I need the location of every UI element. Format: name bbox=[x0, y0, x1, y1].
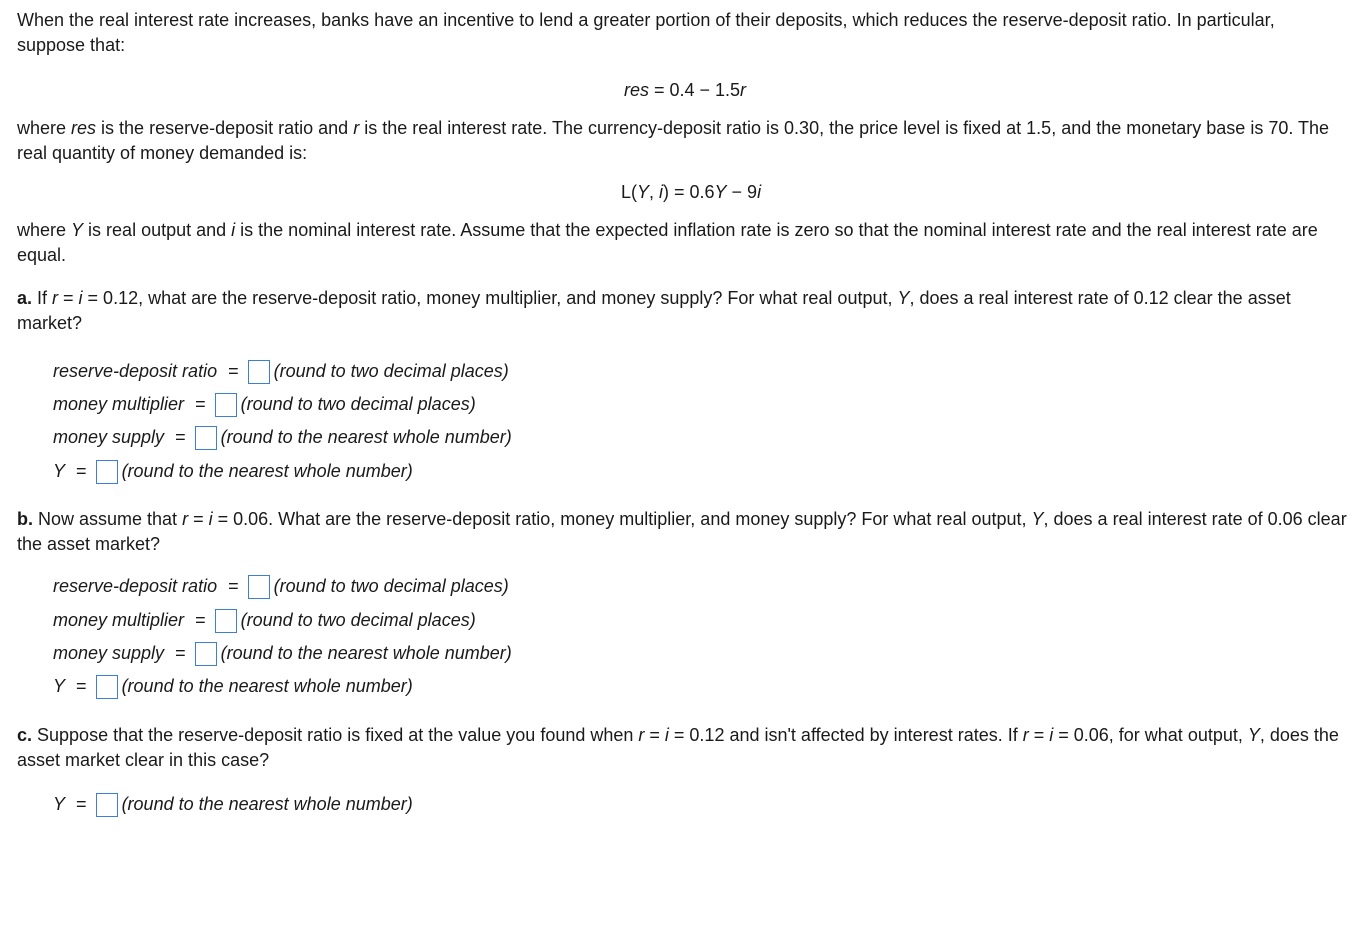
part-a-output-input[interactable] bbox=[96, 460, 118, 484]
rounding-hint: (round to two decimal places) bbox=[240, 394, 476, 414]
part-a-eq: = bbox=[58, 288, 79, 308]
part-a-text-c: , does a real interest rate of 0.12 clear the asset market? bbox=[17, 288, 1291, 333]
part-c-i2: i bbox=[1049, 725, 1054, 745]
money-demand-equation bbox=[17, 180, 1362, 204]
equals-sign: = bbox=[228, 361, 239, 381]
p2-text-a: where bbox=[17, 118, 72, 138]
part-c-r2: r bbox=[1022, 725, 1029, 745]
answer-label: money multiplier bbox=[53, 610, 185, 630]
rounding-hint: (round to the nearest whole number) bbox=[121, 794, 413, 814]
part-a-reserve-ratio-row bbox=[53, 358, 509, 386]
part-c-output-input[interactable] bbox=[96, 793, 118, 817]
eq2-i2: i bbox=[757, 182, 762, 202]
equals-sign: = bbox=[76, 676, 87, 696]
p3-text-a: where bbox=[17, 220, 72, 240]
equals-sign: = bbox=[76, 794, 87, 814]
part-c-question bbox=[17, 723, 1353, 772]
equals-sign: = bbox=[228, 576, 239, 596]
p3-i: i bbox=[231, 220, 236, 240]
part-c-text-b: = 0.12 and isn't affected by interest rates. If bbox=[668, 725, 1023, 745]
part-b-r: r bbox=[182, 509, 189, 529]
part-b-label: b. bbox=[17, 509, 33, 529]
part-b-money-supply-row bbox=[53, 640, 512, 668]
equals-sign: = bbox=[175, 643, 186, 663]
part-c-r: r bbox=[638, 725, 645, 745]
rounding-hint: (round to the nearest whole number) bbox=[121, 676, 413, 696]
part-b-reserve-ratio-input[interactable] bbox=[248, 575, 270, 599]
part-a-text-b: = 0.12, what are the reserve-deposit ratio, money multiplier, and money supply? For what real output, bbox=[82, 288, 898, 308]
part-c-text-a: Suppose that the reserve-deposit ratio is fixed at the value you found when bbox=[32, 725, 639, 745]
answer-label: money supply bbox=[53, 427, 165, 447]
eq2-comma: , bbox=[648, 182, 659, 202]
equals-sign: = bbox=[175, 427, 186, 447]
part-a-output-row bbox=[53, 458, 413, 486]
p3-text-c: is the nominal interest rate. Assume that the expected inflation rate is zero so that the nominal interest rate and the real interest rate are equal. bbox=[17, 220, 1318, 265]
p2-text-b: is the reserve-deposit ratio and bbox=[96, 118, 354, 138]
part-b-Y: Y bbox=[1031, 509, 1044, 529]
part-b-eq: = bbox=[188, 509, 209, 529]
p2-text-c: is the real interest rate. The currency-deposit ratio is 0.30, the price level is fixed at 1.5, and the monetary base is 70. The real quantity of money demanded is: bbox=[17, 118, 1330, 163]
rounding-hint: (round to two decimal places) bbox=[240, 610, 476, 630]
equals-sign: = bbox=[76, 461, 87, 481]
part-b-output-input[interactable] bbox=[96, 675, 118, 699]
part-a-r: r bbox=[52, 288, 59, 308]
eq2-mid: ) = 0.6 bbox=[662, 182, 715, 202]
part-c-Y: Y bbox=[1247, 725, 1260, 745]
intro-text: When the real interest rate increases, banks have an incentive to lend a greater portion of their deposits, which reduces the reserve-deposit ratio. In particular, suppose that: bbox=[17, 10, 1275, 55]
part-b-money-multiplier-input[interactable] bbox=[215, 609, 237, 633]
part-b-money-multiplier-row bbox=[53, 607, 476, 635]
rounding-hint: (round to the nearest whole number) bbox=[220, 643, 512, 663]
part-b-text-c: , does a real interest rate of 0.06 clear the asset market? bbox=[17, 509, 1347, 554]
rounding-hint: (round to the nearest whole number) bbox=[220, 427, 512, 447]
part-c-eq: = bbox=[644, 725, 665, 745]
part-c-i: i bbox=[664, 725, 669, 745]
answer-label: Y bbox=[53, 794, 66, 814]
part-c-text-c: = 0.06, for what output, bbox=[1053, 725, 1248, 745]
part-b-question bbox=[17, 507, 1353, 556]
eq1-r: r bbox=[740, 80, 747, 100]
part-a-question bbox=[17, 286, 1353, 335]
part-a-Y: Y bbox=[897, 288, 910, 308]
answer-label: reserve-deposit ratio bbox=[53, 576, 218, 596]
p2-res: res bbox=[71, 118, 97, 138]
answer-label: money supply bbox=[53, 643, 165, 663]
equals-sign: = bbox=[195, 610, 206, 630]
part-c-eq2: = bbox=[1028, 725, 1050, 745]
part-c-output-row bbox=[53, 791, 413, 819]
rounding-hint: (round to two decimal places) bbox=[273, 361, 509, 381]
eq2-Y: Y bbox=[636, 182, 649, 202]
part-a-money-multiplier-input[interactable] bbox=[215, 393, 237, 417]
p3-Y: Y bbox=[71, 220, 84, 240]
part-b-i: i bbox=[208, 509, 213, 529]
eq2-Y2: Y bbox=[714, 182, 727, 202]
answer-label: money multiplier bbox=[53, 394, 185, 414]
eq2-L: L( bbox=[620, 182, 637, 202]
eq1-res: res bbox=[623, 80, 649, 100]
part-b-text-b: = 0.06. What are the reserve-deposit ratio, money multiplier, and money supply? For what real output, bbox=[212, 509, 1032, 529]
p2-r: r bbox=[353, 118, 360, 138]
part-a-label: a. bbox=[17, 288, 33, 308]
assumption-paragraph bbox=[17, 218, 1357, 267]
part-a-money-supply-row bbox=[53, 424, 512, 452]
equals-sign: = bbox=[195, 394, 206, 414]
part-b-money-supply-input[interactable] bbox=[195, 642, 217, 666]
rounding-hint: (round to two decimal places) bbox=[273, 576, 509, 596]
eq2-i: i bbox=[658, 182, 663, 202]
part-c-label: c. bbox=[17, 725, 33, 745]
part-a-money-multiplier-row bbox=[53, 391, 476, 419]
part-a-money-supply-input[interactable] bbox=[195, 426, 217, 450]
part-b-text-a: Now assume that bbox=[33, 509, 183, 529]
eq1-mid: = 0.4 − 1.5 bbox=[648, 80, 741, 100]
rounding-hint: (round to the nearest whole number) bbox=[121, 461, 413, 481]
answer-label: Y bbox=[53, 676, 66, 696]
p3-text-b: is real output and bbox=[83, 220, 232, 240]
part-a-reserve-ratio-input[interactable] bbox=[248, 360, 270, 384]
answer-label: reserve-deposit ratio bbox=[53, 361, 218, 381]
part-b-reserve-ratio-row bbox=[53, 573, 509, 601]
reserve-ratio-equation bbox=[17, 78, 1353, 102]
definitions-paragraph bbox=[17, 116, 1353, 165]
part-a-i: i bbox=[78, 288, 83, 308]
part-c-text-d: , does the asset market clear in this case? bbox=[17, 725, 1339, 770]
part-a-text-a: If bbox=[32, 288, 53, 308]
intro-paragraph bbox=[17, 8, 1337, 57]
answer-label: Y bbox=[53, 461, 66, 481]
eq2-minus: − 9 bbox=[726, 182, 758, 202]
part-b-output-row bbox=[53, 673, 413, 701]
